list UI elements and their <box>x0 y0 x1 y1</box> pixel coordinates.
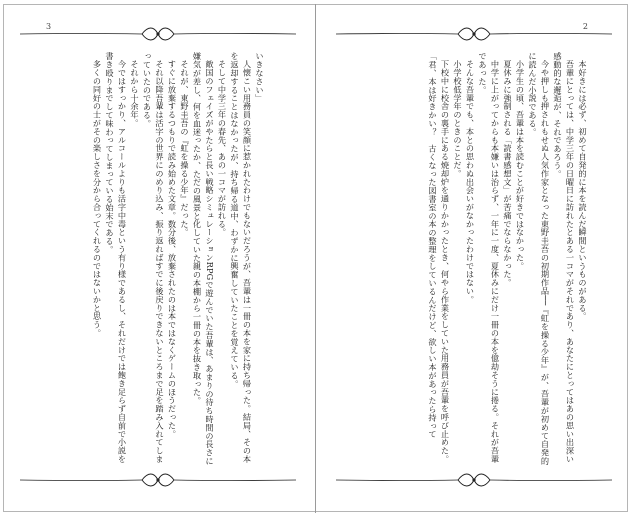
paragraph: 今や押しも押されもせぬ人気作家となった東野圭吾の初期作品──『虹を操る少年』が、吾輩が初めて自発的に読んだ小説である。 <box>528 52 551 466</box>
paragraph: そして中学三年の春先、あの一コマが訪れる。 <box>217 60 228 237</box>
paragraph: そんな吾輩でも、本との思わぬ出会いがなかったわけではない。 <box>465 60 476 304</box>
footer-ornament <box>336 472 612 488</box>
paragraph: 中学に上がってからも本嫌いは治らず、一年に一度、夏休みにだけ一冊の本を億劫そうに捲る。それが吾輩であった。 <box>478 52 501 464</box>
paragraph: それ以降吾輩は活字の世界にのめり込み、振り返ればすでに後戻りできないところまで足を踏み入れてしまっていたのである。 <box>142 52 165 464</box>
header-ornament <box>20 26 296 42</box>
paragraph: 小学生の頃、吾輩は本を読むことが好きではなかった。 <box>515 60 526 271</box>
page-number: 2 <box>582 22 588 31</box>
paragraph: それが、東野圭吾の『虹を操る少年』だった。 <box>180 60 190 237</box>
paragraph: 吾輩にとっては、中学三年の日曜日に訪れたとある一コマがそれであり、あなたにとってはあの思い出深い感動的な邂逅が、それであろう。 <box>553 52 576 464</box>
paragraph: 敵国のフェイズがやたらと長い戦略シミュレーションRPGで遊んでいた吾輩は、あまりの待ち時間の長さに嫌気が差し、何を血迷ったか、ただの風景と化していた親の本棚から一冊の本を抜き取った。 <box>192 52 215 466</box>
paragraph: 本好きには必ず、初めて自発的に本を読んだ瞬間というものがある。 <box>578 60 588 321</box>
paragraph: 多くの同好の士がその楽しさを分から合ってくれるのではないかと思う。 <box>92 60 103 338</box>
right-page <box>316 0 632 517</box>
paragraph: すぐに放棄するつもりで読み始めた文章。数分後、放棄されたのは本ではなくゲームのほうだった。 <box>167 60 178 439</box>
body-text <box>30 52 266 466</box>
body-text <box>343 52 589 466</box>
header-ornament <box>336 26 612 42</box>
paragraph: 下校中に校舎の裏手にある焼却炉を通りかかったとき、何やら作業をしていた用務員が吾輩を呼び止めた。 <box>440 60 451 464</box>
paragraph: それから十余年。 <box>130 60 140 128</box>
paragraph: 小学校低学年のときのことだ。 <box>453 60 463 178</box>
paragraph: 人懐こい用務員の笑顔に惹かれたわけでもないだろうが、吾輩は一冊の本を家に持ち帰った。結局、その本を返却することはなかったが、持ち帰る道中、わずかに興奮していたことを覚えている。 <box>230 52 253 464</box>
page-number: 3 <box>46 22 52 31</box>
paragraph: いきなさい」 <box>255 52 265 103</box>
paragraph: 夏休みに強制される「読書感想文」が苦痛でならなかった。 <box>503 60 513 287</box>
footer-ornament <box>20 472 296 488</box>
paragraph: 「君、本は好きかい？ 古くなった図書室の本の整理をしているんだけど、欲しい本があったら持って <box>428 52 438 439</box>
paragraph: 今ではすっかり、アルコールよりも活字中毒という有り様であるし、それだけでは飽き足らず自前で小説を書き殴りまでして味わってしまっている始末である。 <box>105 52 128 464</box>
